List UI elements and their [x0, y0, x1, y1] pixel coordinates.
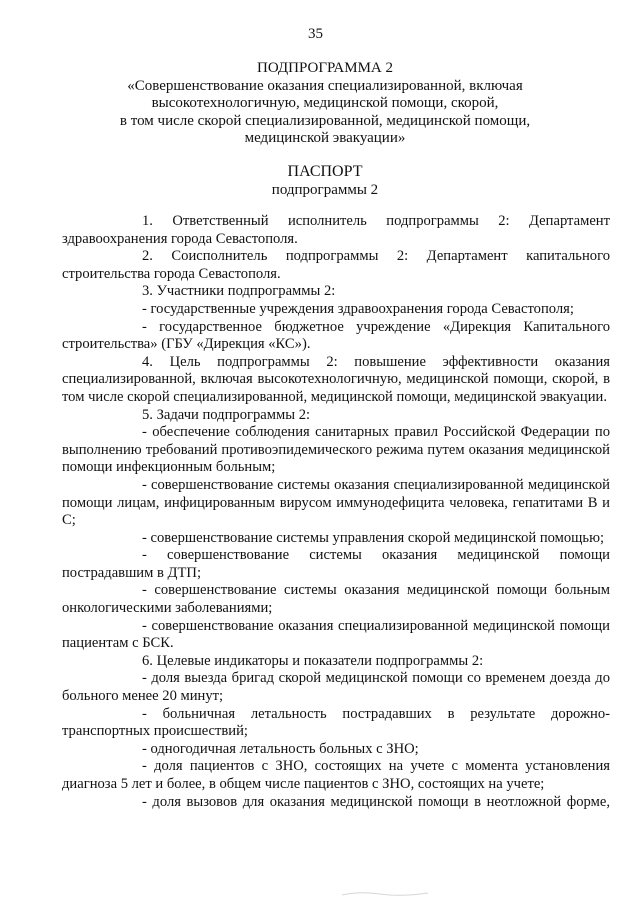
subprogram-name-line: высокотехнологичную, медицинской помощи, скорой,	[151, 95, 499, 111]
paragraph-participant-item: - государственное бюджетное учреждение «Дирекция Капитального строительства» (ГБУ «Дирекция «КС»).	[62, 318, 610, 353]
paragraph-indicator-item: - доля пациентов с ЗНО, состоящих на учете с момента установления диагноза 5 лет и более, в общем числе пациентов с ЗНО, состоящих на учете;	[62, 758, 610, 792]
paragraph-indicator-item: - доля вызовов для оказания медицинской помощи в неотложной форме,	[142, 793, 610, 810]
passport-body-content	[62, 213, 610, 811]
paragraph-task-item: - совершенствование системы управления скорой медицинской помощью;	[142, 529, 605, 546]
paragraph-participant-item: - государственные учреждения здравоохранения города Севастополя;	[142, 300, 574, 317]
subprogram-name-line: «Совершенствование оказания специализированной, включая	[127, 77, 523, 94]
paragraph-tasks-heading: 5. Задачи подпрограммы 2:	[142, 406, 311, 423]
passport-heading: ПАСПОРТ	[287, 163, 363, 180]
subprogram-name-line: в том числе скорой специализированной, медицинской помощи,	[119, 112, 531, 129]
paragraph-indicator-item: - одногодичная летальность больных с ЗНО;	[142, 740, 419, 757]
paragraph-task-item: - совершенствование системы оказания специализированной медицинской помощи лицам, инфицированным вирусом иммунодефицита человека, гепатитами В и С;	[62, 476, 610, 529]
passport-subheading: подпрограммы 2	[271, 182, 379, 198]
scan-artifact-mark	[340, 890, 430, 898]
subprogram-name-line: медицинской эвакуации»	[244, 130, 406, 146]
paragraph-indicator-item: - больничная летальность пострадавших в результате дорожно-транспортных происшествий;	[62, 705, 610, 740]
passport-heading-block	[60, 163, 590, 199]
paragraph-task-item: - совершенствование оказания специализированной медицинской помощи пациентам с БСК.	[62, 617, 610, 652]
paragraph-task-item: - совершенствование системы оказания медицинской помощи больным онкологическими заболеваниями;	[62, 582, 610, 617]
page-number: 35	[308, 26, 323, 42]
paragraph-indicator-item: - доля выезда бригад скорой медицинской помощи со временем доезда до больного менее 20 минут;	[62, 670, 610, 705]
paragraph-indicators-heading: 6. Целевые индикаторы и показатели подпрограммы 2:	[142, 652, 484, 669]
paragraph-co-executor: 2. Соисполнитель подпрограммы 2: Департамент капитального строительства города Севастополя.	[62, 248, 610, 282]
paragraph-task-item: - обеспечение соблюдения санитарных правил Российской Федерации по выполнению требований противоэпидемического режима путем оказания медицинской помощи инфекционным больным;	[62, 424, 610, 476]
paragraph-participants-heading: 3. Участники подпрограммы 2:	[142, 283, 336, 300]
subprogram-label: ПОДПРОГРАММА 2	[256, 60, 394, 76]
paragraph-task-item: - совершенствование системы оказания медицинской помощи пострадавшим в ДТП;	[62, 547, 610, 581]
subprogram-title	[60, 60, 590, 148]
paragraph-goal: 4. Цель подпрограммы 2: повышение эффективности оказания специализированной, включая высокотехнологичную, медицинской помощи, скорой, в том числе скорой специализированной, медицинской помощи, медицинской эвакуации.	[62, 353, 610, 405]
paragraph-responsible-executor: 1. Ответственный исполнитель подпрограммы 2: Департамент здравоохранения города Севастополя.	[62, 213, 610, 247]
